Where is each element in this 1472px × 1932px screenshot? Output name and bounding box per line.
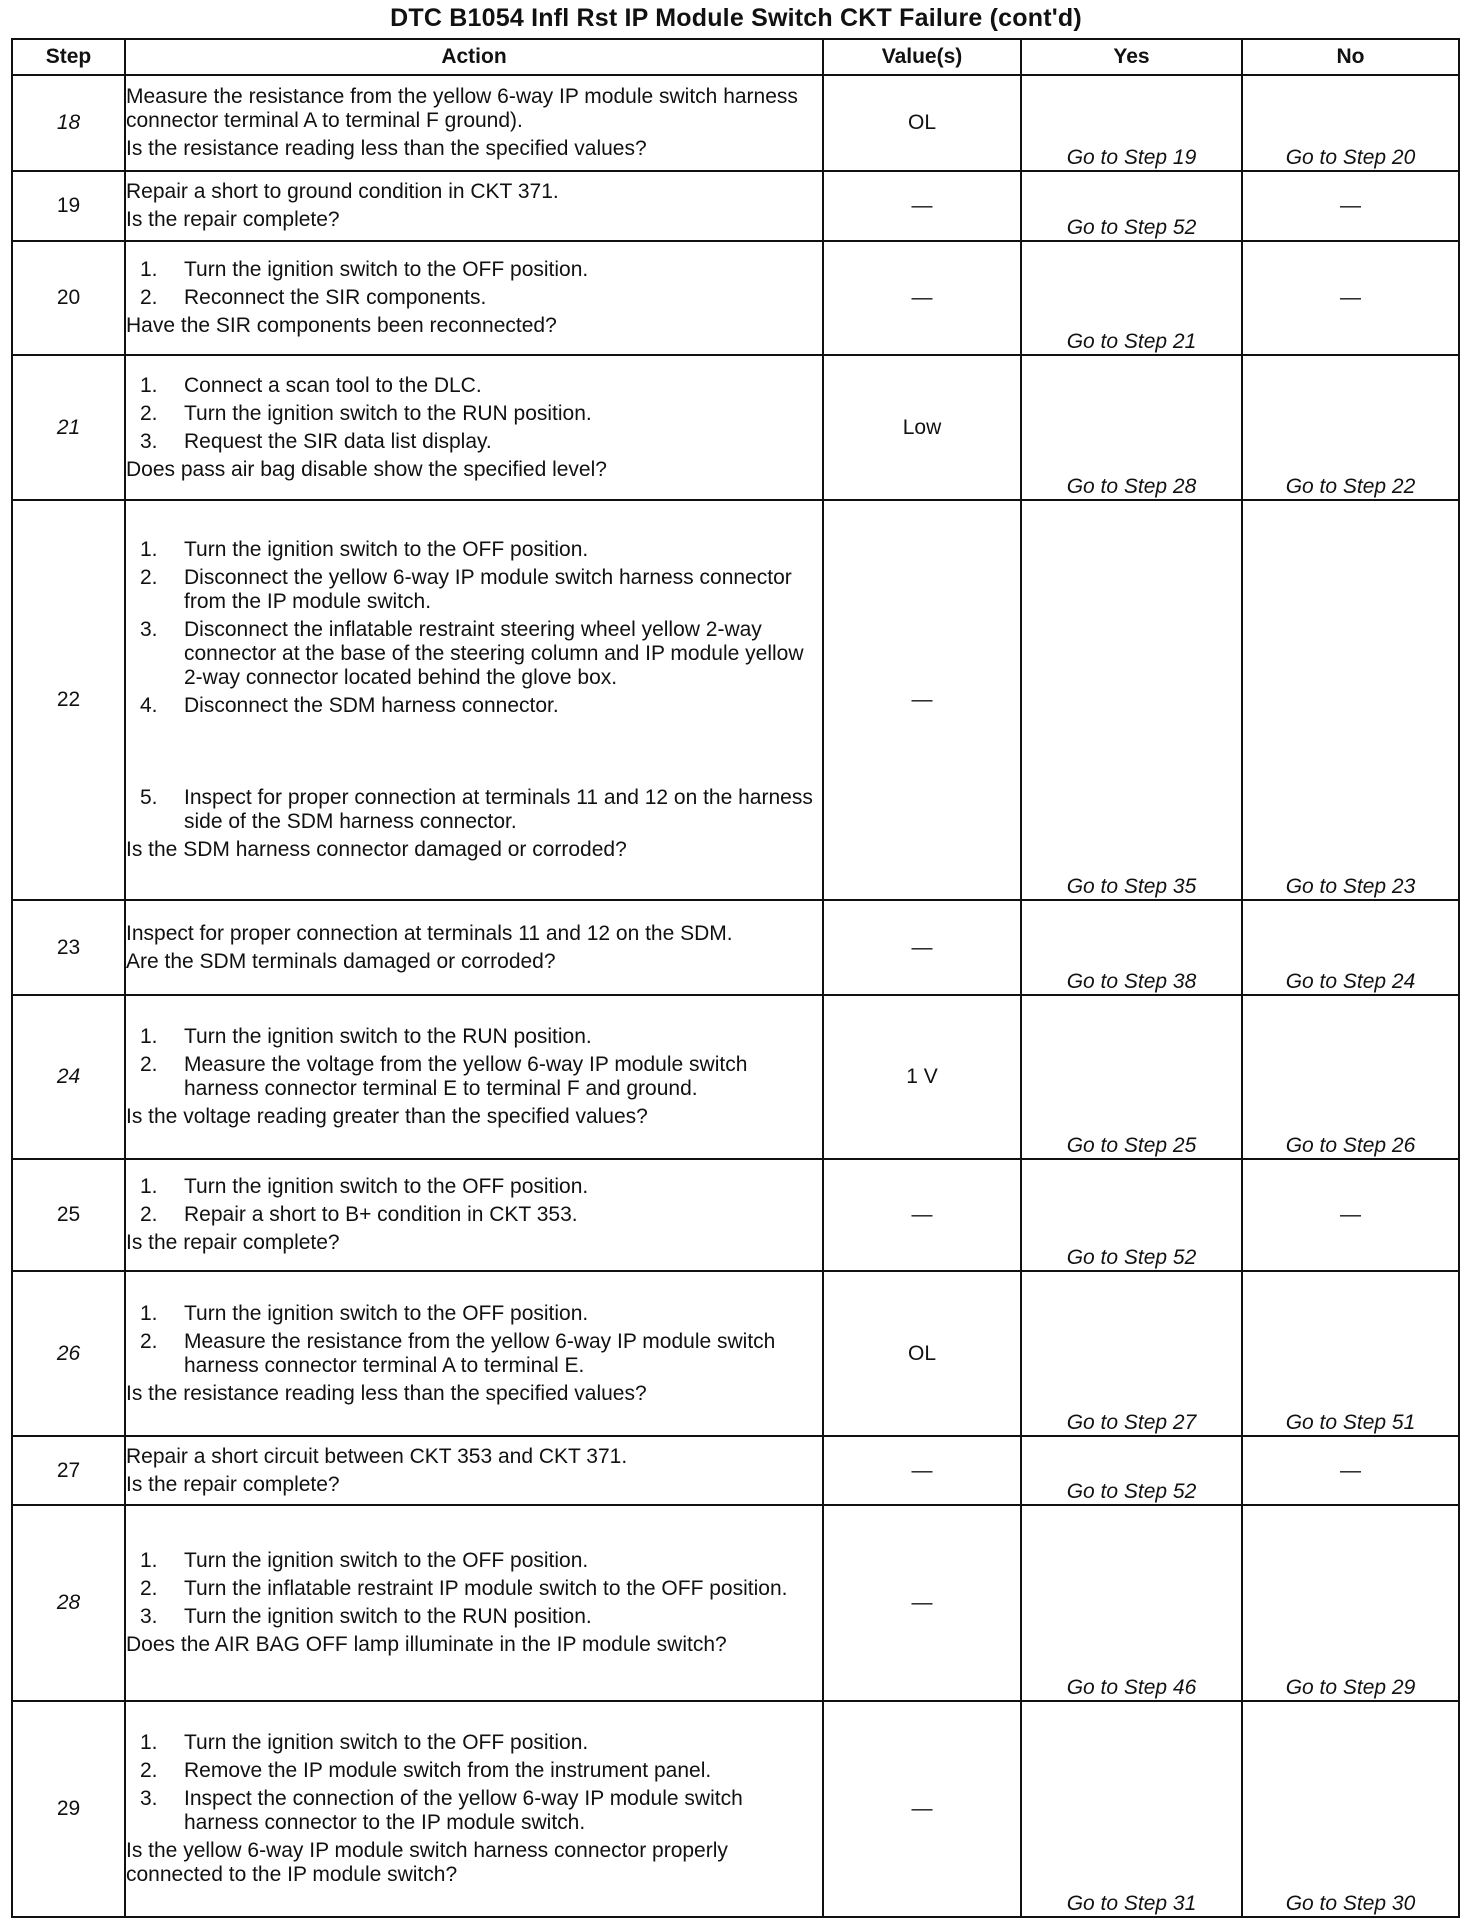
action-intro: Repair a short to ground condition in CKT 371. xyxy=(126,180,559,203)
action-step: 3. Disconnect the inflatable restraint steering wheel yellow 2-way connector at the base of the steering column and IP module yellow 2-way connector located behind the glove box. xyxy=(140,618,804,689)
action-step: 2. Turn the inflatable restraint IP module switch to the OFF position. xyxy=(140,1577,788,1600)
action-step-list xyxy=(126,258,822,310)
action-step: 1. Turn the ignition switch to the OFF position. xyxy=(140,1549,589,1572)
action-step: 1. Turn the ignition switch to the OFF position. xyxy=(140,1301,589,1325)
step-number: 19 xyxy=(12,171,125,241)
header-action: Action xyxy=(125,39,823,75)
action-question: Does pass air bag disable show the specified level? xyxy=(126,457,607,481)
action-spacer xyxy=(126,722,822,782)
value-cell: — xyxy=(823,241,1021,355)
no-cell: — xyxy=(1242,241,1459,355)
action-cell xyxy=(125,1159,823,1271)
value-cell: — xyxy=(823,900,1021,995)
action-step: 1. Turn the ignition switch to the RUN position. xyxy=(140,1025,592,1048)
action-step: 3. Inspect the connection of the yellow 6-way IP module switch harness connector to the IP module switch. xyxy=(140,1787,743,1834)
action-cell xyxy=(125,171,823,241)
action-question: Is the yellow 6-way IP module switch harness connector properly connected to the IP module switch? xyxy=(126,1839,728,1886)
action-step: 1. Turn the ignition switch to the OFF position. xyxy=(140,1731,589,1754)
step-number: 26 xyxy=(12,1271,125,1436)
action-question: Does the AIR BAG OFF lamp illuminate in the IP module switch? xyxy=(126,1633,727,1656)
step-number: 28 xyxy=(12,1505,125,1701)
yes-cell: Go to Step 25 xyxy=(1021,995,1242,1159)
action-step: 2. Measure the voltage from the yellow 6-way IP module switch harness connector terminal E to terminal F and ground. xyxy=(140,1053,748,1100)
header-no: No xyxy=(1242,39,1459,75)
action-step-list xyxy=(126,1549,822,1629)
action-cell xyxy=(125,355,823,500)
step-number: 21 xyxy=(12,355,125,500)
action-step-list xyxy=(126,538,822,834)
action-cell xyxy=(125,1271,823,1436)
action-question: Is the SDM harness connector damaged or corroded? xyxy=(126,838,627,861)
action-question: Is the repair complete? xyxy=(126,1472,340,1496)
table-row xyxy=(12,171,1459,241)
action-question: Is the resistance reading less than the specified values? xyxy=(126,137,647,160)
no-cell: Go to Step 30 xyxy=(1242,1701,1459,1917)
table-row xyxy=(12,355,1459,500)
action-step-list xyxy=(126,1175,822,1227)
yes-cell: Go to Step 38 xyxy=(1021,900,1242,995)
action-step-list xyxy=(126,374,822,454)
table-row xyxy=(12,500,1459,900)
action-cell xyxy=(125,500,823,900)
action-step: 1. Turn the ignition switch to the OFF position. xyxy=(140,258,589,281)
step-number: 27 xyxy=(12,1436,125,1505)
action-step: 3. Request the SIR data list display. xyxy=(140,429,492,453)
action-step: 2. Reconnect the SIR components. xyxy=(140,286,487,309)
value-cell: — xyxy=(823,1701,1021,1917)
yes-cell: Go to Step 52 xyxy=(1021,1159,1242,1271)
no-cell: Go to Step 29 xyxy=(1242,1505,1459,1701)
value-cell: Low xyxy=(823,355,1021,500)
action-step: 2. Disconnect the yellow 6-way IP module switch harness connector from the IP module switch. xyxy=(140,566,792,613)
yes-cell: Go to Step 31 xyxy=(1021,1701,1242,1917)
action-intro: Inspect for proper connection at terminals 11 and 12 on the SDM. xyxy=(126,921,733,945)
action-question: Is the repair complete? xyxy=(126,1231,340,1254)
no-cell: — xyxy=(1242,1159,1459,1271)
step-number: 22 xyxy=(12,500,125,900)
action-cell xyxy=(125,241,823,355)
yes-cell: Go to Step 19 xyxy=(1021,75,1242,171)
table-row xyxy=(12,1436,1459,1505)
action-cell xyxy=(125,1436,823,1505)
no-cell: Go to Step 24 xyxy=(1242,900,1459,995)
table-row xyxy=(12,1701,1459,1917)
step-number: 25 xyxy=(12,1159,125,1271)
yes-cell: Go to Step 28 xyxy=(1021,355,1242,500)
value-cell: — xyxy=(823,500,1021,900)
action-cell xyxy=(125,1505,823,1701)
header-step: Step xyxy=(12,39,125,75)
table-row xyxy=(12,1505,1459,1701)
action-step: 2. Measure the resistance from the yellow 6-way IP module switch harness connector terminal A to terminal E. xyxy=(140,1329,776,1377)
table-row xyxy=(12,75,1459,171)
table-header-row xyxy=(12,39,1459,75)
step-number: 24 xyxy=(12,995,125,1159)
no-cell: — xyxy=(1242,171,1459,241)
action-intro: Measure the resistance from the yellow 6-way IP module switch harness connector terminal A to terminal F ground). xyxy=(126,85,798,132)
action-step-list xyxy=(126,1302,822,1378)
value-cell: OL xyxy=(823,75,1021,171)
value-cell: OL xyxy=(823,1271,1021,1436)
yes-cell: Go to Step 35 xyxy=(1021,500,1242,900)
action-step: 2. Turn the ignition switch to the RUN position. xyxy=(140,401,592,425)
action-step: 3. Turn the ignition switch to the RUN position. xyxy=(140,1605,592,1628)
action-step-list xyxy=(126,1025,822,1101)
action-step: 4. Disconnect the SDM harness connector. xyxy=(140,694,559,717)
table-row xyxy=(12,995,1459,1159)
action-step: 1. Turn the ignition switch to the OFF position. xyxy=(140,1175,589,1198)
action-step: 2. Remove the IP module switch from the instrument panel. xyxy=(140,1759,712,1782)
action-step-list xyxy=(126,1731,822,1835)
action-question: Is the resistance reading less than the specified values? xyxy=(126,1381,647,1405)
table-row xyxy=(12,1159,1459,1271)
table-row xyxy=(12,241,1459,355)
yes-cell: Go to Step 52 xyxy=(1021,1436,1242,1505)
value-cell: — xyxy=(823,1159,1021,1271)
step-number: 20 xyxy=(12,241,125,355)
action-cell xyxy=(125,1701,823,1917)
value-cell: — xyxy=(823,171,1021,241)
action-cell xyxy=(125,900,823,995)
yes-cell: Go to Step 21 xyxy=(1021,241,1242,355)
no-cell: Go to Step 22 xyxy=(1242,355,1459,500)
step-number: 29 xyxy=(12,1701,125,1917)
action-step: 2. Repair a short to B+ condition in CKT 353. xyxy=(140,1203,578,1226)
step-number: 23 xyxy=(12,900,125,995)
yes-cell: Go to Step 46 xyxy=(1021,1505,1242,1701)
no-cell: Go to Step 20 xyxy=(1242,75,1459,171)
diagnostic-table xyxy=(11,38,1460,1918)
action-question: Have the SIR components been reconnected? xyxy=(126,314,557,337)
yes-cell: Go to Step 27 xyxy=(1021,1271,1242,1436)
no-cell: — xyxy=(1242,1436,1459,1505)
value-cell: 1 V xyxy=(823,995,1021,1159)
table-row xyxy=(12,1271,1459,1436)
table-row xyxy=(12,900,1459,995)
yes-cell: Go to Step 52 xyxy=(1021,171,1242,241)
step-number: 18 xyxy=(12,75,125,171)
action-cell xyxy=(125,75,823,171)
action-question: Are the SDM terminals damaged or corroded? xyxy=(126,949,556,973)
no-cell: Go to Step 23 xyxy=(1242,500,1459,900)
action-step: 1. Turn the ignition switch to the OFF position. xyxy=(140,538,589,561)
header-values: Value(s) xyxy=(823,39,1021,75)
action-question: Is the repair complete? xyxy=(126,208,340,231)
no-cell: Go to Step 51 xyxy=(1242,1271,1459,1436)
action-step: 1. Connect a scan tool to the DLC. xyxy=(140,373,482,397)
action-intro: Repair a short circuit between CKT 353 and CKT 371. xyxy=(126,1444,628,1468)
value-cell: — xyxy=(823,1505,1021,1701)
action-step: 5. Inspect for proper connection at terminals 11 and 12 on the harness side of the SDM harness connector. xyxy=(140,786,813,833)
header-yes: Yes xyxy=(1021,39,1242,75)
value-cell: — xyxy=(823,1436,1021,1505)
action-cell xyxy=(125,995,823,1159)
no-cell: Go to Step 26 xyxy=(1242,995,1459,1159)
page-title: DTC B1054 Infl Rst IP Module Switch CKT Failure (cont'd) xyxy=(390,4,1082,32)
action-question: Is the voltage reading greater than the specified values? xyxy=(126,1105,648,1128)
